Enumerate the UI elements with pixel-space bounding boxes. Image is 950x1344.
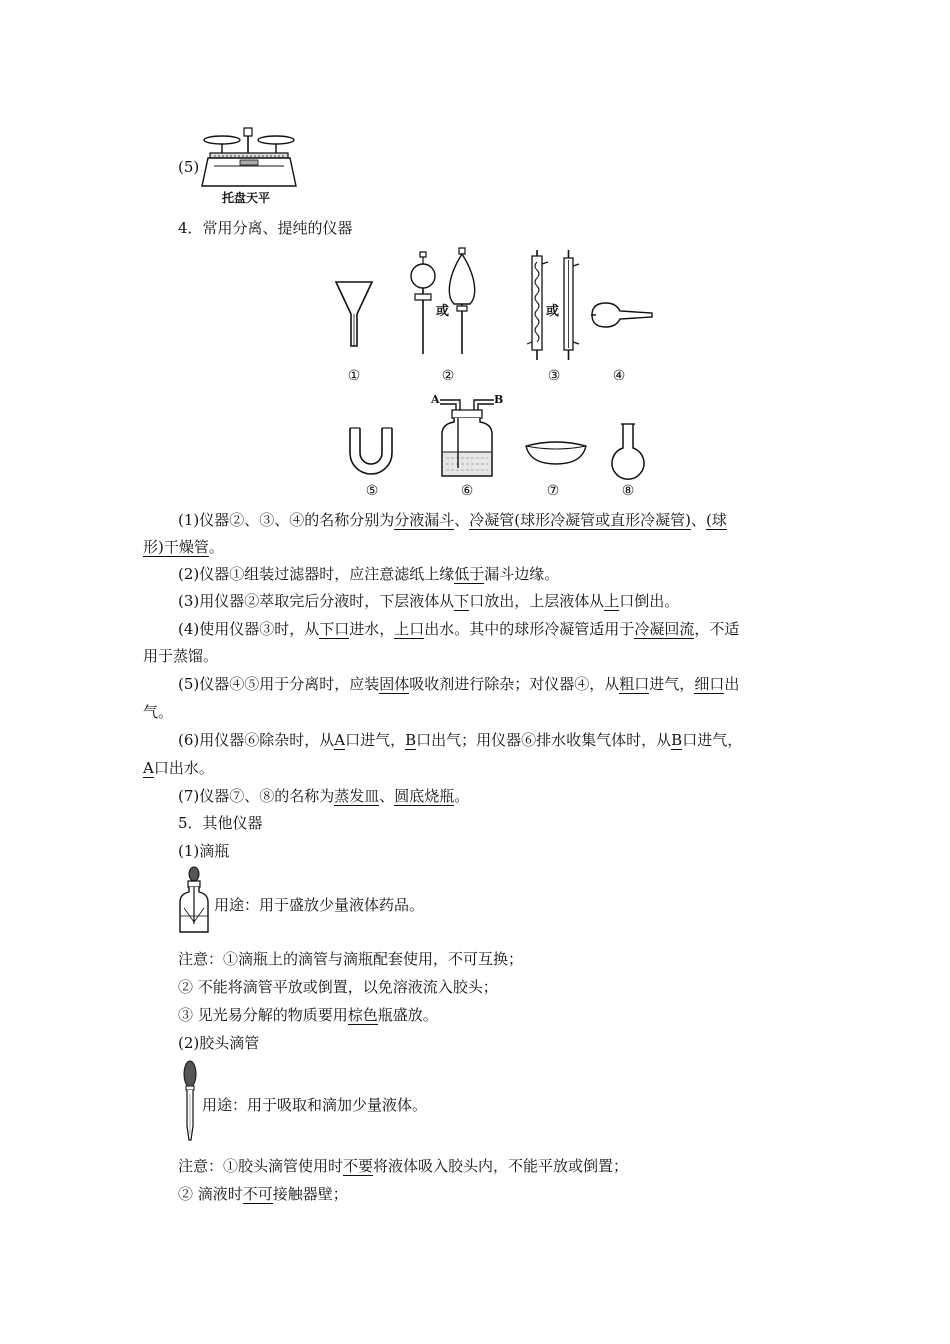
section5-heading: 5．其他仪器 bbox=[178, 814, 263, 832]
answer-drying-tube-part1: (球 bbox=[706, 511, 727, 529]
dropper-note2: ② 滴液时不可接触器壁； bbox=[178, 1185, 348, 1203]
q1-line2: 形)干燥管。 bbox=[143, 538, 224, 556]
dropper-bottle-note3: ③ 见光易分解的物质要用棕色瓶盛放。 bbox=[178, 1006, 438, 1024]
dropper-illustration bbox=[180, 1060, 200, 1144]
funnel-illustration bbox=[334, 280, 374, 350]
gas-washing-bottle-illustration bbox=[430, 396, 504, 480]
dropper-note1: 注意：①胶头滴管使用时不要将液体吸入胶头内，不能平放或倒置； bbox=[178, 1157, 629, 1175]
answer-condenser: 冷凝管(球形冷凝管或直形冷凝管) bbox=[469, 511, 691, 529]
section4-heading: 4．常用分离、提纯的仪器 bbox=[178, 219, 353, 237]
dropper-bottle-title: (1)滴瓶 bbox=[178, 842, 230, 860]
q2-line: (2)仪器①组装过滤器时，应注意滤纸上缘低于漏斗边缘。 bbox=[178, 565, 560, 583]
item-5-label: (5) bbox=[178, 158, 200, 176]
label-8: ⑧ bbox=[621, 483, 635, 499]
balance-caption: 托盘天平 bbox=[222, 191, 271, 205]
answer-brown: 棕色 bbox=[347, 1006, 378, 1024]
answer-do-not: 不要 bbox=[343, 1157, 374, 1175]
answer-separatory-funnel: 分液漏斗 bbox=[394, 511, 455, 529]
label-3: ③ bbox=[547, 368, 561, 384]
label-7: ⑦ bbox=[546, 483, 560, 499]
evaporating-dish-illustration bbox=[524, 440, 588, 466]
label-4: ④ bbox=[612, 368, 626, 384]
bottle-port-b: B bbox=[494, 393, 504, 406]
bottle-port-a: A bbox=[431, 393, 440, 406]
separatory-funnel-illustration bbox=[408, 246, 498, 356]
u-tube-illustration bbox=[346, 426, 396, 478]
q3-line: (3)用仪器②萃取完后分液时，下层液体从下口放出，上层液体从上口倒出。 bbox=[178, 592, 680, 610]
q6-line2: A口出水。 bbox=[143, 759, 214, 777]
answer-drying-tube-part2: 形)干燥管 bbox=[143, 538, 209, 556]
or-text-3: 或 bbox=[546, 304, 560, 319]
q7-line: (7)仪器⑦、⑧的名称为蒸发皿、圆底烧瓶。 bbox=[178, 787, 470, 805]
dropper-bottle-illustration bbox=[178, 866, 210, 936]
dropper-title: (2)胶头滴管 bbox=[178, 1034, 260, 1052]
q6-line1: (6)用仪器⑥除杂时，从A口进气，B口出气；用仪器⑥排水收集气体时，从B口进气， bbox=[178, 731, 743, 749]
dropper-use: 用途：用于吸取和滴加少量液体。 bbox=[202, 1096, 428, 1114]
q4-line1: (4)使用仪器③时，从下口进水，上口出水。其中的球形冷凝管适用于冷凝回流，不适 bbox=[178, 620, 740, 638]
or-text-2: 或 bbox=[436, 304, 450, 319]
dropper-bottle-note2: ② 不能将滴管平放或倒置，以免溶液流入胶头； bbox=[178, 978, 498, 996]
q5-line1: (5)仪器④⑤用于分离时，应装固体吸收剂进行除杂；对仪器④，从粗口进气，细口出 bbox=[178, 675, 740, 693]
answer-cannot: 不可 bbox=[242, 1185, 273, 1203]
round-bottom-flask-illustration bbox=[608, 422, 648, 482]
label-5: ⑤ bbox=[365, 483, 379, 499]
label-1: ① bbox=[347, 368, 361, 384]
drying-tube-illustration bbox=[590, 300, 654, 330]
answer-lower-than: 低于 bbox=[454, 565, 485, 583]
label-2: ② bbox=[441, 368, 455, 384]
q4-line2: 用于蒸馏。 bbox=[143, 647, 219, 665]
dropper-bottle-use: 用途：用于盛放少量液体药品。 bbox=[214, 896, 425, 914]
dropper-bottle-note1: 注意：①滴瓶上的滴管与滴瓶配套使用，不可互换； bbox=[178, 950, 524, 968]
q5-line2: 气。 bbox=[143, 703, 174, 721]
label-6: ⑥ bbox=[460, 483, 474, 499]
q1-line1: (1)仪器②、③、④的名称分别为分液漏斗、冷凝管(球形冷凝管或直形冷凝管)、(球 bbox=[178, 511, 727, 529]
